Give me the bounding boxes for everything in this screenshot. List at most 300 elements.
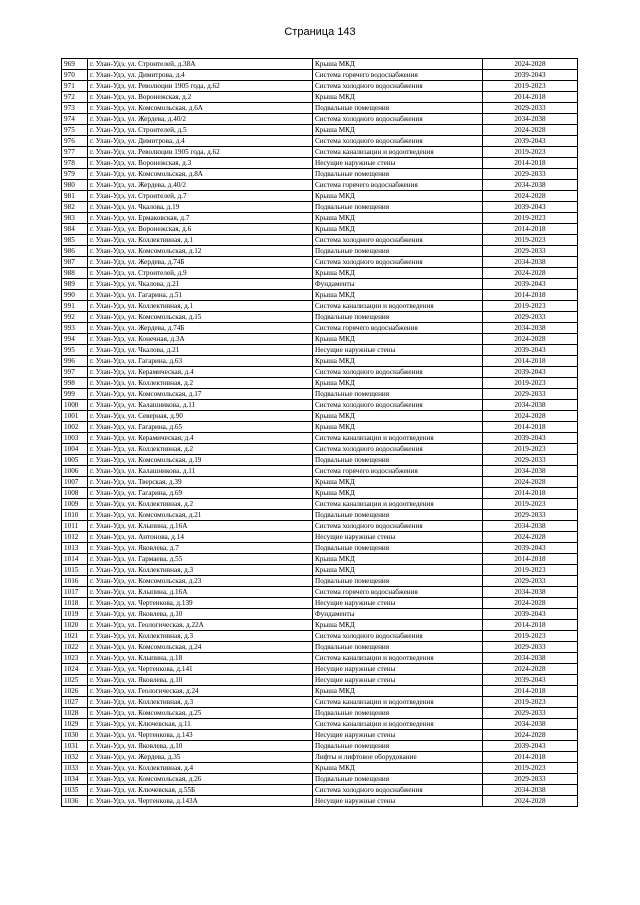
table-row	[62, 345, 578, 356]
table-row	[62, 466, 578, 477]
address-cell: г. Улан-Удэ, ул. Чкалова, д.21	[88, 345, 313, 356]
row-number-cell: 999	[62, 389, 88, 400]
row-number-cell: 1026	[62, 686, 88, 697]
address-cell: г. Улан-Удэ, ул. Клыпина, д.16А	[88, 587, 313, 598]
table-row	[62, 455, 578, 466]
table-row	[62, 59, 578, 70]
component-cell: Крыша МКД	[313, 334, 483, 345]
table-row	[62, 686, 578, 697]
address-cell: г. Улан-Удэ, ул. Чкалова, д.19	[88, 202, 313, 213]
component-cell: Крыша МКД	[313, 290, 483, 301]
table-row	[62, 312, 578, 323]
address-cell: г. Улан-Удэ, ул. Жердева, д.74Б	[88, 257, 313, 268]
period-cell: 2019-2023	[483, 81, 578, 92]
period-cell: 2024-2028	[483, 477, 578, 488]
component-cell: Система канализации и водоотведения	[313, 433, 483, 444]
table-row	[62, 631, 578, 642]
component-cell: Крыша МКД	[313, 268, 483, 279]
component-cell: Система канализации и водоотведения	[313, 499, 483, 510]
period-cell: 2019-2023	[483, 378, 578, 389]
row-number-cell: 973	[62, 103, 88, 114]
address-cell: г. Улан-Удэ, ул. Гармаева, д.55	[88, 554, 313, 565]
address-cell: г. Улан-Удэ, ул. Калашникова, д.11	[88, 466, 313, 477]
table-row	[62, 609, 578, 620]
row-number-cell: 978	[62, 158, 88, 169]
row-number-cell: 1022	[62, 642, 88, 653]
period-cell: 2034-2038	[483, 323, 578, 334]
period-cell: 2019-2023	[483, 697, 578, 708]
table-row	[62, 92, 578, 103]
table-row	[62, 180, 578, 191]
row-number-cell: 1027	[62, 697, 88, 708]
period-cell: 2034-2038	[483, 587, 578, 598]
address-cell: г. Улан-Удэ, ул. Клыпина, д.16А	[88, 521, 313, 532]
row-number-cell: 1032	[62, 752, 88, 763]
row-number-cell: 983	[62, 213, 88, 224]
row-number-cell: 1020	[62, 620, 88, 631]
table-row	[62, 191, 578, 202]
period-cell: 2039-2043	[483, 433, 578, 444]
row-number-cell: 1002	[62, 422, 88, 433]
table-row	[62, 543, 578, 554]
row-number-cell: 971	[62, 81, 88, 92]
address-cell: г. Улан-Удэ, ул. Комсомольская, д.24	[88, 642, 313, 653]
row-number-cell: 1036	[62, 796, 88, 807]
address-cell: г. Улан-Удэ, ул. Воронежская, д.6	[88, 224, 313, 235]
component-cell: Система канализации и водоотведения	[313, 719, 483, 730]
component-cell: Несущие наружные стены	[313, 730, 483, 741]
component-cell: Система канализации и водоотведения	[313, 147, 483, 158]
address-cell: г. Улан-Удэ, ул. Комсомольская, д.17	[88, 389, 313, 400]
row-number-cell: 975	[62, 125, 88, 136]
table-row	[62, 246, 578, 257]
component-cell: Подвальные помещения	[313, 246, 483, 257]
period-cell: 2039-2043	[483, 202, 578, 213]
address-cell: г. Улан-Удэ, ул. Ключевская, д.11	[88, 719, 313, 730]
table-row	[62, 774, 578, 785]
row-number-cell: 981	[62, 191, 88, 202]
component-cell: Фундаменты	[313, 279, 483, 290]
row-number-cell: 989	[62, 279, 88, 290]
address-cell: г. Улан-Удэ, ул. Комсомольская, д.25	[88, 708, 313, 719]
table-row	[62, 433, 578, 444]
address-cell: г. Улан-Удэ, ул. Конечная, д.3А	[88, 334, 313, 345]
table-row	[62, 114, 578, 125]
period-cell: 2024-2028	[483, 664, 578, 675]
table-row	[62, 730, 578, 741]
address-cell: г. Улан-Удэ, ул. Чертенкова, д.143	[88, 730, 313, 741]
address-cell: г. Улан-Удэ, ул. Яковлева, д.10	[88, 741, 313, 752]
address-cell: г. Улан-Удэ, ул. Коллективная, д.2	[88, 378, 313, 389]
row-number-cell: 977	[62, 147, 88, 158]
address-cell: г. Улан-Удэ, ул. Коллективная, д.4	[88, 763, 313, 774]
table-row	[62, 620, 578, 631]
row-number-cell: 995	[62, 345, 88, 356]
table-row	[62, 653, 578, 664]
component-cell: Система горячего водоснабжения	[313, 70, 483, 81]
period-cell: 2024-2028	[483, 59, 578, 70]
row-number-cell: 1028	[62, 708, 88, 719]
period-cell: 2014-2018	[483, 554, 578, 565]
period-cell: 2019-2023	[483, 499, 578, 510]
component-cell: Крыша МКД	[313, 378, 483, 389]
component-cell: Несущие наружные стены	[313, 796, 483, 807]
address-cell: г. Улан-Удэ, ул. Коллективная, д.2	[88, 444, 313, 455]
table-row	[62, 763, 578, 774]
table-row	[62, 488, 578, 499]
period-cell: 2014-2018	[483, 422, 578, 433]
period-cell: 2029-2033	[483, 103, 578, 114]
table-row	[62, 213, 578, 224]
component-cell: Подвальные помещения	[313, 576, 483, 587]
row-number-cell: 987	[62, 257, 88, 268]
page-header: Страница 143	[284, 26, 356, 38]
component-cell: Система холодного водоснабжения	[313, 257, 483, 268]
component-cell: Подвальные помещения	[313, 642, 483, 653]
address-cell: г. Улан-Удэ, ул. Воронежская, д.2	[88, 92, 313, 103]
address-cell: г. Улан-Удэ, ул. Комсомольская, д.23	[88, 576, 313, 587]
component-cell: Система холодного водоснабжения	[313, 114, 483, 125]
row-number-cell: 982	[62, 202, 88, 213]
row-number-cell: 1001	[62, 411, 88, 422]
table-row	[62, 554, 578, 565]
period-cell: 2024-2028	[483, 268, 578, 279]
row-number-cell: 996	[62, 356, 88, 367]
table-row	[62, 741, 578, 752]
component-cell: Несущие наружные стены	[313, 345, 483, 356]
address-cell: г. Улан-Удэ, ул. Строителей, д.9	[88, 268, 313, 279]
component-cell: Крыша МКД	[313, 763, 483, 774]
table-row	[62, 367, 578, 378]
row-number-cell: 984	[62, 224, 88, 235]
period-cell: 2019-2023	[483, 301, 578, 312]
table-row	[62, 378, 578, 389]
registry-table	[61, 58, 578, 807]
period-cell: 2014-2018	[483, 356, 578, 367]
component-cell: Подвальные помещения	[313, 543, 483, 554]
address-cell: г. Улан-Удэ, ул. Клыпина, д.18	[88, 653, 313, 664]
period-cell: 2034-2038	[483, 785, 578, 796]
address-cell: г. Улан-Удэ, ул. Яковлева, д.10	[88, 675, 313, 686]
address-cell: г. Улан-Удэ, ул. Коллективная, д.3	[88, 631, 313, 642]
component-cell: Крыша МКД	[313, 224, 483, 235]
table-row	[62, 796, 578, 807]
period-cell: 2039-2043	[483, 543, 578, 554]
period-cell: 2034-2038	[483, 114, 578, 125]
component-cell: Система холодного водоснабжения	[313, 81, 483, 92]
component-cell: Крыша МКД	[313, 213, 483, 224]
component-cell: Система холодного водоснабжения	[313, 367, 483, 378]
address-cell: г. Улан-Удэ, ул. Жердева, д.40/2	[88, 180, 313, 191]
row-number-cell: 992	[62, 312, 88, 323]
address-cell: г. Улан-Удэ, ул. Чертенкова, д.143А	[88, 796, 313, 807]
address-cell: г. Улан-Удэ, ул. Коллективная, д.3	[88, 565, 313, 576]
row-number-cell: 1035	[62, 785, 88, 796]
component-cell: Система холодного водоснабжения	[313, 136, 483, 147]
component-cell: Несущие наружные стены	[313, 598, 483, 609]
table-row	[62, 719, 578, 730]
period-cell: 2019-2023	[483, 147, 578, 158]
registry-table-body	[62, 59, 578, 807]
component-cell: Система холодного водоснабжения	[313, 444, 483, 455]
address-cell: г. Улан-Удэ, ул. Гагарина, д.65	[88, 422, 313, 433]
table-row	[62, 642, 578, 653]
period-cell: 2034-2038	[483, 466, 578, 477]
period-cell: 2039-2043	[483, 367, 578, 378]
component-cell: Крыша МКД	[313, 92, 483, 103]
table-row	[62, 158, 578, 169]
address-cell: г. Улан-Удэ, ул. Жердева, д.40/2	[88, 114, 313, 125]
component-cell: Крыша МКД	[313, 422, 483, 433]
period-cell: 2019-2023	[483, 444, 578, 455]
address-cell: г. Улан-Удэ, ул. Керамическая, д.4	[88, 433, 313, 444]
row-number-cell: 1023	[62, 653, 88, 664]
period-cell: 2024-2028	[483, 598, 578, 609]
address-cell: г. Улан-Удэ, ул. Тверская, д.39	[88, 477, 313, 488]
period-cell: 2014-2018	[483, 488, 578, 499]
address-cell: г. Улан-Удэ, ул. Чертенкова, д.139	[88, 598, 313, 609]
table-row	[62, 224, 578, 235]
component-cell: Система горячего водоснабжения	[313, 180, 483, 191]
address-cell: г. Улан-Удэ, ул. Жердева, д.35	[88, 752, 313, 763]
row-number-cell: 976	[62, 136, 88, 147]
component-cell: Подвальные помещения	[313, 774, 483, 785]
period-cell: 2019-2023	[483, 213, 578, 224]
table-row	[62, 235, 578, 246]
table-row	[62, 785, 578, 796]
row-number-cell: 991	[62, 301, 88, 312]
address-cell: г. Улан-Удэ, ул. Комсомольская, д.6А	[88, 103, 313, 114]
address-cell: г. Улан-Удэ, ул. Чертенкова, д.141	[88, 664, 313, 675]
period-cell: 2039-2043	[483, 279, 578, 290]
row-number-cell: 986	[62, 246, 88, 257]
component-cell: Крыша МКД	[313, 620, 483, 631]
table-row	[62, 477, 578, 488]
row-number-cell: 1030	[62, 730, 88, 741]
component-cell: Крыша МКД	[313, 356, 483, 367]
period-cell: 2014-2018	[483, 620, 578, 631]
address-cell: г. Улан-Удэ, ул. Димитрова, д.4	[88, 70, 313, 81]
table-row	[62, 587, 578, 598]
row-number-cell: 974	[62, 114, 88, 125]
row-number-cell: 1009	[62, 499, 88, 510]
component-cell: Подвальные помещения	[313, 389, 483, 400]
table-row	[62, 576, 578, 587]
row-number-cell: 1016	[62, 576, 88, 587]
period-cell: 2039-2043	[483, 70, 578, 81]
row-number-cell: 970	[62, 70, 88, 81]
table-row	[62, 290, 578, 301]
address-cell: г. Улан-Удэ, ул. Керамическая, д.4	[88, 367, 313, 378]
table-row	[62, 697, 578, 708]
address-cell: г. Улан-Удэ, ул. Димитрова, д.4	[88, 136, 313, 147]
row-number-cell: 1029	[62, 719, 88, 730]
address-cell: г. Улан-Удэ, ул. Комсомольская, д.19	[88, 455, 313, 466]
period-cell: 2039-2043	[483, 609, 578, 620]
component-cell: Система канализации и водоотведения	[313, 653, 483, 664]
period-cell: 2024-2028	[483, 334, 578, 345]
row-number-cell: 1000	[62, 400, 88, 411]
period-cell: 2019-2023	[483, 763, 578, 774]
row-number-cell: 1031	[62, 741, 88, 752]
address-cell: г. Улан-Удэ, ул. Коллективная, д.1	[88, 301, 313, 312]
row-number-cell: 997	[62, 367, 88, 378]
row-number-cell: 988	[62, 268, 88, 279]
table-row	[62, 389, 578, 400]
address-cell: г. Улан-Удэ, ул. Ермаковская, д.7	[88, 213, 313, 224]
address-cell: г. Улан-Удэ, ул. Антонова, д.14	[88, 532, 313, 543]
table-row	[62, 510, 578, 521]
period-cell: 2024-2028	[483, 532, 578, 543]
address-cell: г. Улан-Удэ, ул. Коллективная, д.2	[88, 499, 313, 510]
period-cell: 2034-2038	[483, 257, 578, 268]
row-number-cell: 1011	[62, 521, 88, 532]
component-cell: Фундаменты	[313, 609, 483, 620]
table-row	[62, 136, 578, 147]
period-cell: 2029-2033	[483, 455, 578, 466]
table-row	[62, 334, 578, 345]
table-row	[62, 521, 578, 532]
row-number-cell: 1019	[62, 609, 88, 620]
component-cell: Подвальные помещения	[313, 510, 483, 521]
component-cell: Система холодного водоснабжения	[313, 400, 483, 411]
table-row	[62, 202, 578, 213]
period-cell: 2014-2018	[483, 224, 578, 235]
period-cell: 2024-2028	[483, 191, 578, 202]
table-row	[62, 664, 578, 675]
table-row	[62, 323, 578, 334]
period-cell: 2019-2023	[483, 235, 578, 246]
component-cell: Система холодного водоснабжения	[313, 235, 483, 246]
address-cell: г. Улан-Удэ, ул. Строителей, д.38А	[88, 59, 313, 70]
period-cell: 2014-2018	[483, 752, 578, 763]
period-cell: 2039-2043	[483, 675, 578, 686]
component-cell: Система канализации и водоотведения	[313, 301, 483, 312]
period-cell: 2029-2033	[483, 510, 578, 521]
address-cell: г. Улан-Удэ, ул. Коллективная, д.1	[88, 235, 313, 246]
period-cell: 2039-2043	[483, 741, 578, 752]
row-number-cell: 994	[62, 334, 88, 345]
table-row	[62, 147, 578, 158]
table-row	[62, 125, 578, 136]
table-row	[62, 81, 578, 92]
component-cell: Крыша МКД	[313, 125, 483, 136]
component-cell: Крыша МКД	[313, 554, 483, 565]
table-row	[62, 268, 578, 279]
component-cell: Подвальные помещения	[313, 708, 483, 719]
table-row	[62, 257, 578, 268]
address-cell: г. Улан-Удэ, ул. Гагарина, д.69	[88, 488, 313, 499]
address-cell: г. Улан-Удэ, ул. Северная, д.90	[88, 411, 313, 422]
table-row	[62, 169, 578, 180]
table-row	[62, 103, 578, 114]
component-cell: Система холодного водоснабжения	[313, 521, 483, 532]
address-cell: г. Улан-Удэ, ул. Геологическая, д.24	[88, 686, 313, 697]
period-cell: 2024-2028	[483, 796, 578, 807]
component-cell: Подвальные помещения	[313, 455, 483, 466]
table-row	[62, 356, 578, 367]
table-row	[62, 422, 578, 433]
period-cell: 2034-2038	[483, 180, 578, 191]
period-cell: 2024-2028	[483, 125, 578, 136]
address-cell: г. Улан-Удэ, ул. Строителей, д.5	[88, 125, 313, 136]
address-cell: г. Улан-Удэ, ул. Яковлева, д.7	[88, 543, 313, 554]
component-cell: Несущие наружные стены	[313, 675, 483, 686]
row-number-cell: 1003	[62, 433, 88, 444]
component-cell: Крыша МКД	[313, 488, 483, 499]
period-cell: 2019-2023	[483, 565, 578, 576]
address-cell: г. Улан-Удэ, ул. Комсомольская, д.21	[88, 510, 313, 521]
address-cell: г. Улан-Удэ, ул. Гагарина, д.51	[88, 290, 313, 301]
address-cell: г. Улан-Удэ, ул. Революции 1905 года, д.62	[88, 147, 313, 158]
component-cell: Крыша МКД	[313, 411, 483, 422]
period-cell: 2029-2033	[483, 169, 578, 180]
row-number-cell: 972	[62, 92, 88, 103]
table-row	[62, 444, 578, 455]
period-cell: 2029-2033	[483, 576, 578, 587]
address-cell: г. Улан-Удэ, ул. Ключевская, д.55Б	[88, 785, 313, 796]
row-number-cell: 990	[62, 290, 88, 301]
table-row	[62, 598, 578, 609]
row-number-cell: 1017	[62, 587, 88, 598]
component-cell: Система горячего водоснабжения	[313, 323, 483, 334]
address-cell: г. Улан-Удэ, ул. Воронежская, д.3	[88, 158, 313, 169]
table-row	[62, 532, 578, 543]
component-cell: Подвальные помещения	[313, 312, 483, 323]
period-cell: 2014-2018	[483, 92, 578, 103]
address-cell: г. Улан-Удэ, ул. Комсомольская, д.8А	[88, 169, 313, 180]
component-cell: Система горячего водоснабжения	[313, 466, 483, 477]
row-number-cell: 1021	[62, 631, 88, 642]
period-cell: 2014-2018	[483, 686, 578, 697]
row-number-cell: 1012	[62, 532, 88, 543]
component-cell: Крыша МКД	[313, 59, 483, 70]
row-number-cell: 1025	[62, 675, 88, 686]
table-row	[62, 752, 578, 763]
row-number-cell: 1005	[62, 455, 88, 466]
row-number-cell: 1006	[62, 466, 88, 477]
address-cell: г. Улан-Удэ, ул. Коллективная, д.3	[88, 697, 313, 708]
row-number-cell: 1010	[62, 510, 88, 521]
component-cell: Несущие наружные стены	[313, 158, 483, 169]
component-cell: Лифты и лифтовое оборудование	[313, 752, 483, 763]
table-row	[62, 70, 578, 81]
period-cell: 2024-2028	[483, 730, 578, 741]
period-cell: 2034-2038	[483, 400, 578, 411]
row-number-cell: 1007	[62, 477, 88, 488]
address-cell: г. Улан-Удэ, ул. Комсомольская, д.26	[88, 774, 313, 785]
row-number-cell: 1004	[62, 444, 88, 455]
address-cell: г. Улан-Удэ, ул. Революции 1905 года, д.62	[88, 81, 313, 92]
component-cell: Подвальные помещения	[313, 169, 483, 180]
row-number-cell: 1024	[62, 664, 88, 675]
row-number-cell: 1034	[62, 774, 88, 785]
table-row	[62, 565, 578, 576]
row-number-cell: 1018	[62, 598, 88, 609]
period-cell: 2029-2033	[483, 642, 578, 653]
component-cell: Система холодного водоснабжения	[313, 785, 483, 796]
row-number-cell: 998	[62, 378, 88, 389]
address-cell: г. Улан-Удэ, ул. Чкалова, д.21	[88, 279, 313, 290]
component-cell: Крыша МКД	[313, 191, 483, 202]
period-cell: 2034-2038	[483, 521, 578, 532]
component-cell: Подвальные помещения	[313, 202, 483, 213]
address-cell: г. Улан-Удэ, ул. Комсомольская, д.15	[88, 312, 313, 323]
address-cell: г. Улан-Удэ, ул. Калашникова, д.11	[88, 400, 313, 411]
period-cell: 2039-2043	[483, 136, 578, 147]
component-cell: Подвальные помещения	[313, 103, 483, 114]
period-cell: 2029-2033	[483, 389, 578, 400]
